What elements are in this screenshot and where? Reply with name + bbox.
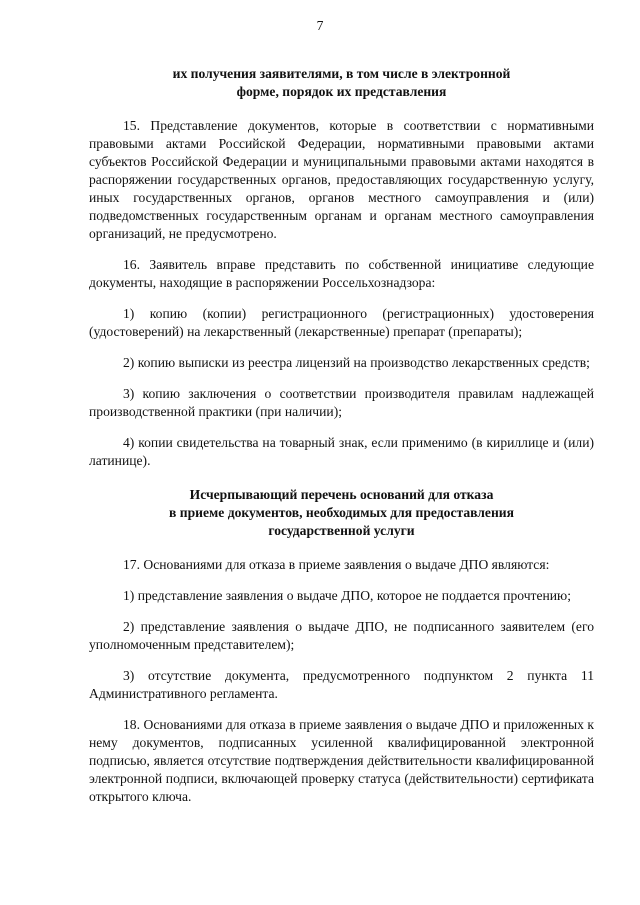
list-item-16-2: 2) копию выписки из реестра лицензий на производство лекарственных средств;: [123, 355, 590, 370]
heading-line: государственной услуги: [268, 523, 415, 538]
heading-line: форме, порядок их представления: [236, 84, 447, 99]
list-item-16-4: 4) копии свидетельства на товарный знак, если применимо (в кириллице и (или) латинице).: [89, 435, 594, 468]
heading-line: Исчерпывающий перечень оснований для отказа: [189, 487, 494, 502]
list-item-16-3: 3) копию заключения о соответствии производителя правилам надлежащей производственной практики (при наличии);: [89, 386, 594, 419]
list-item-16-1: 1) копию (копии) регистрационного (регистрационных) удостоверения (удостоверений) на лекарственный (лекарственные) препарат (препараты);: [89, 306, 594, 339]
heading-line: в приеме документов, необходимых для предоставления: [169, 505, 514, 520]
list-item-17-2: 2) представление заявления о выдаче ДПО, не подписанного заявителем (его уполномоченным представителем);: [89, 619, 594, 652]
list-item-17-3: 3) отсутствие документа, предусмотренного подпунктом 2 пункта 11 Административного регламента.: [89, 668, 594, 701]
paragraph-17: 17. Основаниями для отказа в приеме заявления о выдаче ДПО являются:: [123, 557, 550, 572]
section-heading-documents: [89, 65, 594, 101]
document-body: [89, 65, 594, 806]
heading-line: их получения заявителями, в том числе в электронной: [172, 66, 511, 81]
paragraph-16: 16. Заявитель вправе представить по собственной инициативе следующие документы, находящие в распоряжении Россельхознадзора:: [89, 257, 594, 290]
paragraph-15: 15. Представление документов, которые в соответствии с нормативными правовыми актами Российской Федерации, нормативными правовыми актами субъектов Российской Федерации и муниципальными правовыми актами находятся в распоряжении государственных органов, предоставляющих государственную услугу, иных государственных органов, органов местного самоуправления и (или) подведомственных государственным органам и органам местного самоуправления организаций, не предусмотрено.: [89, 118, 594, 241]
list-item-17-1: 1) представление заявления о выдаче ДПО, которое не поддается прочтению;: [123, 588, 571, 603]
page-number: 7: [316, 18, 324, 33]
section-heading-refusal-grounds: [89, 486, 594, 540]
paragraph-18: 18. Основаниями для отказа в приеме заявления о выдаче ДПО и приложенных к нему документов, подписанных усиленной квалифицированной электронной подписью, является отсутствие подтверждения действительности квалифицированной электронной подписи, включающей проверку статуса (действительности) сертификата открытого ключа.: [89, 717, 594, 804]
